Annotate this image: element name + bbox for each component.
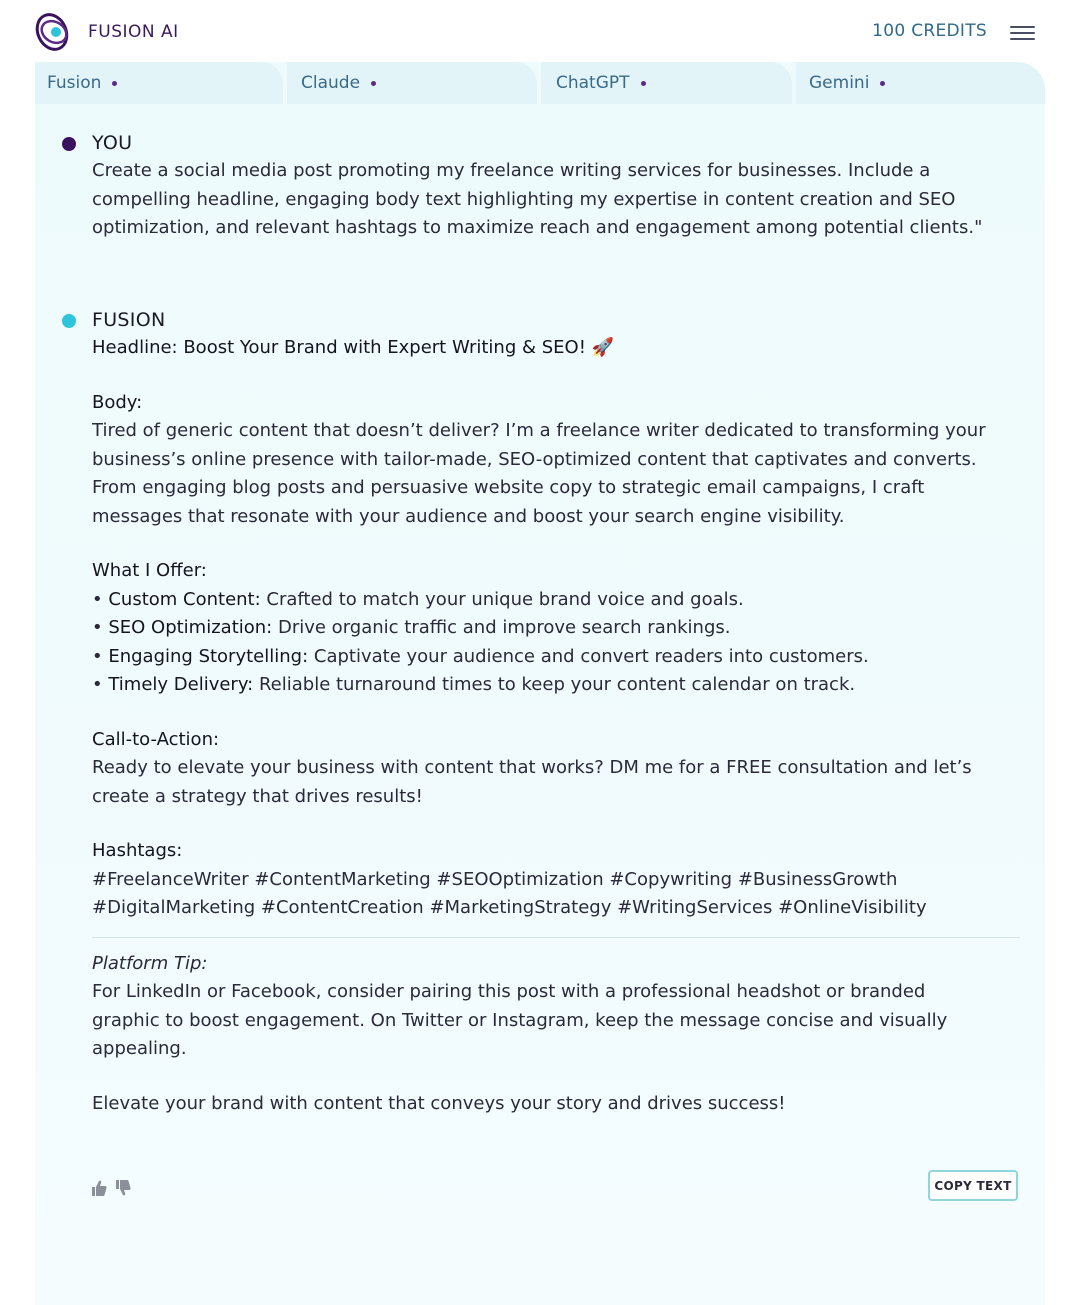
list-text: Captivate your audience and convert readers into customers. xyxy=(308,645,869,667)
section-title: Platform Tip: xyxy=(92,952,208,974)
list-term: Custom Content: xyxy=(108,588,261,610)
tab-status-dot xyxy=(112,81,117,86)
feedback-buttons xyxy=(91,1179,131,1197)
text-line: business’s online presence with tailor-made, SEO-optimized content that captivates and converts. xyxy=(92,448,977,470)
user-avatar-dot xyxy=(62,137,76,151)
list-text: Drive organic traffic and improve search rankings. xyxy=(272,617,731,638)
tab-status-dot xyxy=(880,81,885,86)
hamburger-menu-icon[interactable] xyxy=(1010,26,1035,40)
text-line: For LinkedIn or Facebook, consider pairing this post with a professional headshot or branded xyxy=(92,981,926,1002)
message-author: YOU xyxy=(92,132,133,154)
list-text: Reliable turnaround times to keep your content calendar on track. xyxy=(253,674,856,695)
copy-text-button[interactable]: COPY TEXT xyxy=(928,1170,1018,1201)
tab-label: Gemini xyxy=(809,73,870,93)
text-line: optimization, and relevant hashtags to maximize reach and engagement among potential clients." xyxy=(92,217,983,238)
tab-fusion[interactable] xyxy=(35,62,283,104)
tab-claude[interactable] xyxy=(287,62,537,104)
tab-status-dot xyxy=(371,81,376,86)
text-line: Tired of generic content that doesn’t deliver? I’m a freelance writer dedicated to transforming your xyxy=(92,420,986,441)
text-line: Ready to elevate your business with content that works? DM me for a FREE consultation and let’s xyxy=(92,757,972,778)
tab-status-dot xyxy=(641,81,646,86)
bullet: • xyxy=(92,588,109,610)
post-headline: Headline: Boost Your Brand with Expert Writing & SEO! 🚀 xyxy=(92,337,615,358)
list-term: SEO Optimization: xyxy=(108,617,273,638)
credits-counter[interactable]: 100 CREDITS xyxy=(872,21,987,41)
section-title: Hashtags: xyxy=(92,840,183,861)
thumbs-up-icon[interactable] xyxy=(91,1179,107,1197)
tab-label: ChatGPT xyxy=(556,73,630,93)
message-author: FUSION xyxy=(92,309,166,331)
list-text: Crafted to match your unique brand voice and goals. xyxy=(260,588,744,610)
closing-line: Elevate your brand with content that conveys your story and drives success! xyxy=(92,1092,786,1114)
list-item xyxy=(92,671,1012,700)
text-line: create a strategy that drives results! xyxy=(92,785,423,807)
list-item xyxy=(92,614,1012,643)
text-line: From engaging blog posts and persuasive website copy to strategic email campaigns, I craft xyxy=(92,477,925,498)
section-title: Body: xyxy=(92,391,143,413)
app-header xyxy=(0,0,1080,62)
list-item xyxy=(92,586,1012,615)
hashtag-line: #DigitalMarketing #ContentCreation #MarketingStrategy #WritingServices #OnlineVisibility xyxy=(92,897,927,918)
message-text xyxy=(92,157,1012,243)
bullet: • xyxy=(92,617,109,638)
brand-name: FUSION AI xyxy=(88,22,179,42)
text-line: messages that resonate with your audience and boost your search engine visibility. xyxy=(92,505,845,527)
text-line: appealing. xyxy=(92,1038,187,1059)
chat-panel xyxy=(35,62,1045,1305)
fusion-avatar-dot xyxy=(62,314,76,328)
section-title: What I Offer: xyxy=(92,560,207,581)
text-line: compelling headline, engaging body text highlighting my expertise in content creation and SEO xyxy=(92,188,956,210)
fusion-logo-icon[interactable] xyxy=(33,11,71,53)
model-tabs xyxy=(35,62,1045,104)
text-line: Create a social media post promoting my freelance writing services for businesses. Include a xyxy=(92,160,931,181)
tab-chatgpt[interactable] xyxy=(541,62,792,104)
thumbs-down-icon[interactable] xyxy=(115,1179,131,1197)
tab-label: Claude xyxy=(301,73,361,93)
section-title: Call-to-Action: xyxy=(92,728,220,750)
divider xyxy=(92,937,1020,938)
hashtag-line: #FreelanceWriter #ContentMarketing #SEOOptimization #Copywriting #BusinessGrowth xyxy=(92,868,898,890)
bullet: • xyxy=(92,674,109,695)
tab-gemini[interactable] xyxy=(796,62,1045,104)
list-item xyxy=(92,643,1012,672)
list-term: Timely Delivery: xyxy=(108,674,254,695)
tab-label: Fusion xyxy=(47,73,102,93)
list-term: Engaging Storytelling: xyxy=(108,645,309,667)
message-text xyxy=(92,334,1012,1118)
bullet: • xyxy=(92,645,109,667)
text-line: graphic to boost engagement. On Twitter or Instagram, keep the message concise and visually xyxy=(92,1009,948,1031)
